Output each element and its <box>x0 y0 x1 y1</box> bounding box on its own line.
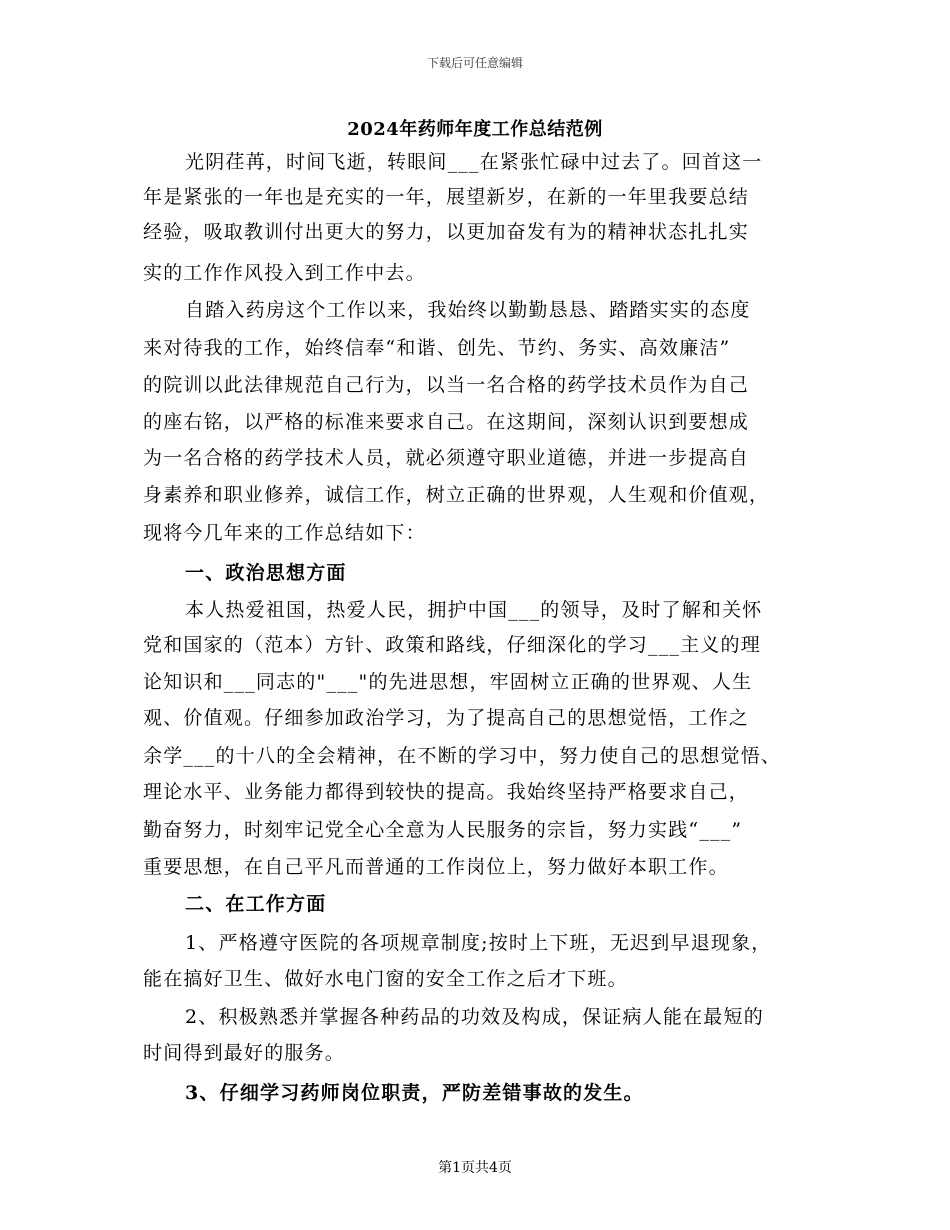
body-line: 余学___的十八的全会精神，在不断的学习中，努力使自己的思想觉悟、 <box>143 745 782 767</box>
body-line: 光阴荏苒，时间飞逝，转眼间___在紧张忙碌中过去了。回首这一 <box>185 151 763 173</box>
body-line: 为一名合格的药学技术人员，就必须遵守职业道德，并进一步提高自 <box>143 447 750 469</box>
body-line: 的座右铭，以严格的标准来要求自己。在这期间，深刻认识到要想成 <box>143 411 750 433</box>
body-line: 来对待我的工作，始终信奉“和谐、创先、节约、务实、高效廉洁” <box>143 337 731 359</box>
document-title: 2024年药师年度工作总结范例 <box>347 119 603 140</box>
body-line: 实的工作作风投入到工作中去。 <box>143 262 426 284</box>
body-line: 经验，吸取教训付出更大的努力，以更加奋发有为的精神状态扎扎实 <box>143 221 750 243</box>
body-line: 勤奋努力，时刻牢记党全心全意为人民服务的宗旨，努力实践“___” <box>143 819 743 841</box>
page-number: 第1页共4页 <box>438 1160 512 1176</box>
body-line: 身素养和职业修养，诚信工作，树立正确的世界观，人生观和价值观， <box>143 484 770 506</box>
body-line: 理论水平、业务能力都得到较快的提高。我始终坚持严格要求自己， <box>143 781 750 803</box>
section-heading: 一、政治思想方面 <box>185 562 347 584</box>
section-heading: 二、在工作方面 <box>185 893 327 915</box>
body-line: 现将今几年来的工作总结如下： <box>143 522 426 544</box>
body-line: 年是紧张的一年也是充实的一年，展望新岁，在新的一年里我要总结 <box>143 186 750 208</box>
body-line: 的院训以此法律规范自己行为，以当一名合格的药学技术员作为自己 <box>143 374 750 396</box>
body-line: 观、价值观。仔细参加政治学习，为了提高自己的思想觉悟，工作之 <box>143 707 750 729</box>
body-line: 本人热爱祖国，热爱人民，拥护中国___的领导，及时了解和关怀 <box>185 599 763 621</box>
body-line: 自踏入药房这个工作以来，我始终以勤勤恳恳、踏踏实实的态度 <box>185 299 751 321</box>
body-line: 能在搞好卫生、做好水电门窗的安全工作之后才下班。 <box>143 968 628 990</box>
body-line: 重要思想，在自己平凡而普通的工作岗位上，努力做好本职工作。 <box>143 856 729 878</box>
body-line: 2、积极熟悉并掌握各种药品的功效及构成，保证病人能在最短的 <box>185 1006 764 1028</box>
numbered-heading: 3、仔细学习药师岗位职责，严防差错事故的发生。 <box>185 1082 644 1104</box>
body-line: 党和国家的（范本）方针、政策和路线，仔细深化的学习___主义的理 <box>143 634 761 656</box>
body-line: 时间得到最好的服务。 <box>143 1042 346 1064</box>
body-line: 论知识和___同志的"___"的先进思想，牢固树立正确的世界观、人生 <box>143 671 753 693</box>
header-note: 下载后可任意编辑 <box>426 56 523 70</box>
body-line: 1、严格遵守医院的各项规章制度;按时上下班，无迟到早退现象， <box>185 932 772 954</box>
